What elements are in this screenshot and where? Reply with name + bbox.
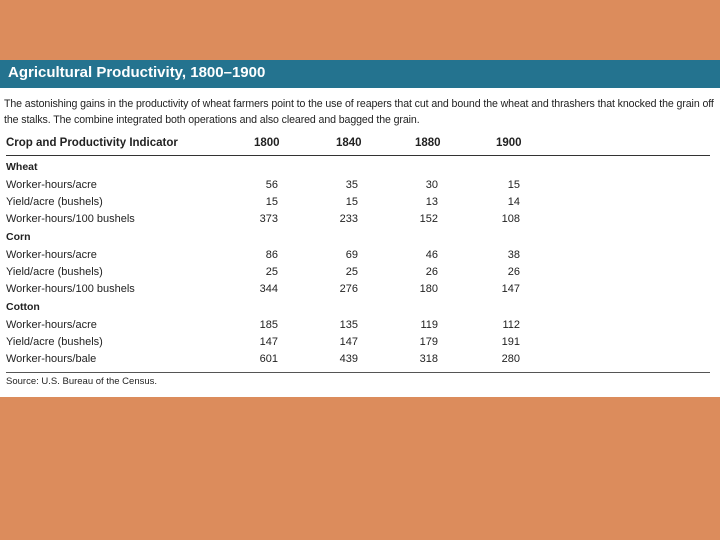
cell-1880: 46: [425, 249, 438, 261]
table-bottom-divider: [6, 372, 710, 373]
cell-1840: 69: [345, 249, 358, 261]
cell-1800: 373: [259, 213, 278, 225]
cell-1840: 25: [345, 266, 358, 278]
header-year-1800: 1800: [254, 137, 280, 149]
table-row: [6, 266, 710, 283]
cell-1880: 26: [425, 266, 438, 278]
cell-1900: 108: [501, 213, 520, 225]
row-label: Yield/acre (bushels): [6, 196, 103, 208]
row-label: Worker-hours/acre: [6, 249, 97, 261]
cell-1800: 147: [259, 336, 278, 348]
cell-1900: 15: [507, 179, 520, 191]
group-label-corn: Corn: [6, 231, 31, 243]
cell-1900: 147: [501, 283, 520, 295]
cell-1880: 318: [419, 353, 438, 365]
cell-1800: 15: [265, 196, 278, 208]
table-row: [6, 336, 710, 353]
header-indicator-label: Crop and Productivity Indicator: [6, 137, 178, 149]
table-row: [6, 319, 710, 336]
cell-1880: 30: [425, 179, 438, 191]
cell-1900: 191: [501, 336, 520, 348]
cell-1840: 233: [339, 213, 358, 225]
header-year-1840: 1840: [336, 137, 362, 149]
table-row: [6, 283, 710, 300]
cell-1880: 119: [420, 319, 438, 331]
slide-background-top: [0, 0, 720, 60]
cell-1880: 180: [419, 283, 438, 295]
group-label-wheat: Wheat: [6, 161, 38, 173]
table-header-row: [6, 135, 710, 156]
header-year-1880: 1880: [415, 137, 441, 149]
cell-1880: 152: [419, 213, 438, 225]
group-label-cotton: Cotton: [6, 301, 40, 313]
row-label: Yield/acre (bushels): [6, 266, 103, 278]
cell-1900: 26: [507, 266, 520, 278]
cell-1900: 280: [501, 353, 520, 365]
cell-1800: 25: [265, 266, 278, 278]
table-row: [6, 249, 710, 266]
row-label: Worker-hours/100 bushels: [6, 283, 135, 295]
row-label: Worker-hours/100 bushels: [6, 213, 135, 225]
cell-1900: 38: [507, 249, 520, 261]
cell-1840: 35: [345, 179, 358, 191]
table-caption: The astonishing gains in the productivity of wheat farmers point to the use of reapers that cut and bound the wheat and thrashers that knocked the grain off the stalks. The combine integrated both operations and also cleared and bagged the grain.: [4, 98, 714, 126]
table-row: [6, 196, 710, 213]
table-panel: [0, 60, 720, 397]
cell-1800: 56: [265, 179, 278, 191]
cell-1840: 15: [345, 196, 358, 208]
cell-1840: 147: [339, 336, 358, 348]
cell-1800: 185: [259, 319, 278, 331]
cell-1880: 179: [419, 336, 438, 348]
source-note: Source: U.S. Bureau of the Census.: [6, 376, 158, 387]
cell-1900: 112: [502, 319, 520, 331]
cell-1840: 439: [339, 353, 358, 365]
cell-1800: 601: [259, 353, 278, 365]
cell-1880: 13: [425, 196, 438, 208]
cell-1800: 86: [265, 249, 278, 261]
row-label: Worker-hours/acre: [6, 179, 97, 191]
row-label: Worker-hours/acre: [6, 319, 97, 331]
table-title: Agricultural Productivity, 1800–1900: [8, 64, 266, 81]
row-label: Worker-hours/bale: [6, 353, 97, 365]
cell-1840: 276: [339, 283, 358, 295]
table-row: [6, 353, 710, 370]
cell-1900: 14: [507, 196, 520, 208]
row-label: Yield/acre (bushels): [6, 336, 103, 348]
table-row: [6, 213, 710, 230]
cell-1800: 344: [259, 283, 278, 295]
header-year-1900: 1900: [496, 137, 522, 149]
title-bar: [0, 60, 720, 88]
table-row: [6, 179, 710, 196]
cell-1840: 135: [339, 319, 358, 331]
